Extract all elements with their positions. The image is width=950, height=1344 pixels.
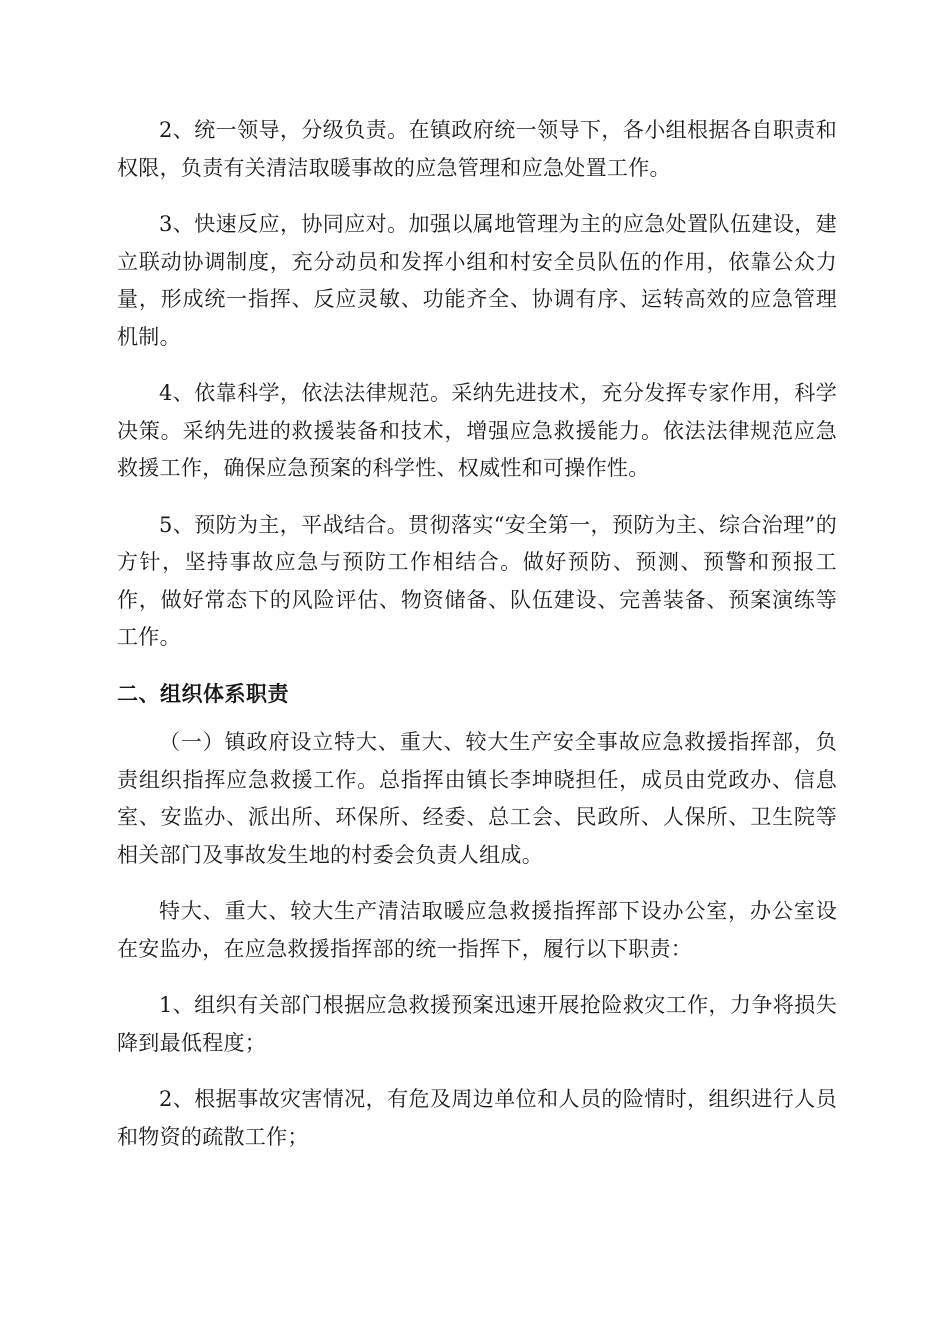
section-heading-organization: 二、组织体系职责 xyxy=(117,681,289,706)
paragraph-principle-2: 2、统一领导，分级负责。在镇政府统一领导下，各小组根据各自职责和权限，负责有关清洁取暖事故的应急管理和应急处置工作。 xyxy=(117,118,837,180)
paragraph-principle-5: 5、预防为主，平战结合。贯彻落实“安全第一，预防为主、综合治理”的方针，坚持事故应急与预防工作相结合。做好预防、预测、预警和预报工作，做好常态下的风险评估、物资储备、队伍建设、完善装备、预案演练等工作。 xyxy=(117,512,837,649)
paragraph-command-center: （一）镇政府设立特大、重大、较大生产安全事故应急救援指挥部，负责组织指挥应急救援工作。总指挥由镇长李坤晓担任，成员由党政办、信息室、安监办、派出所、环保所、经委、总工会、民政所、人保所、卫生院等相关部门及事故发生地的村委会负责人组成。 xyxy=(117,730,837,867)
paragraph-principle-4: 4、依靠科学，依法法律规范。采纳先进技术，充分发挥专家作用，科学决策。采纳先进的救援装备和技术，增强应急救援能力。依法法律规范应急救援工作，确保应急预案的科学性、权威性和可操作性。 xyxy=(117,381,837,480)
paragraph-principle-3: 3、快速反应，协同应对。加强以属地管理为主的应急处置队伍建设，建立联动协调制度，充分动员和发挥小组和村安全员队伍的作用，依靠公众力量，形成统一指挥、反应灵敏、功能齐全、协调有序、运转高效的应急管理机制。 xyxy=(117,212,837,349)
paragraph-office-duties: 特大、重大、较大生产清洁取暖应急救援指挥部下设办公室，办公室设在安监办，在应急救援指挥部的统一指挥下，履行以下职责： xyxy=(117,899,837,961)
document-body xyxy=(117,112,837,1175)
paragraph-duty-1: 1、组织有关部门根据应急救援预案迅速开展抢险救灾工作，力争将损失降到最低程度； xyxy=(117,993,837,1055)
paragraph-duty-2: 2、根据事故灾害情况，有危及周边单位和人员的险情时，组织进行人员和物资的疏散工作； xyxy=(117,1087,837,1149)
